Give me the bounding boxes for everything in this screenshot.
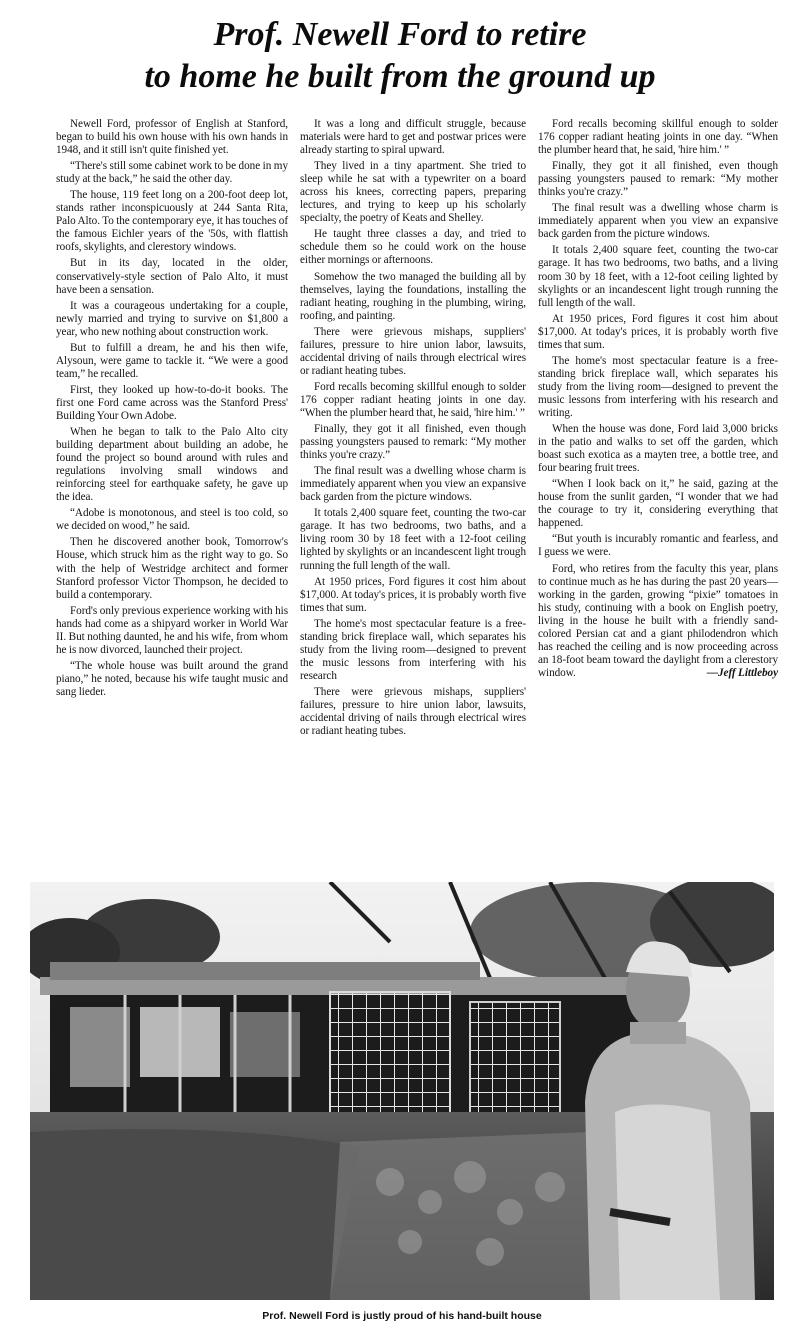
paragraph: There were grievous mishaps, suppliers' failures, pressure to hire union labor, lawsuits, accidental driving of nails through electrical wires or radiant heating tubes. xyxy=(300,685,526,738)
paragraph: There were grievous mishaps, suppliers' failures, pressure to hire union labor, lawsuits, accidental driving of nails through electrical wires or radiant heating tubes. xyxy=(300,325,526,377)
paragraph: The house, 119 feet long on a 200-foot deep lot, stands rather inconspicuously at 244 Santa Rita, Palo Alto. To the contemporary eye, it has touches of the famous Eichler years of the '50s, with flattish roofs, skylights, and clerestory windows. xyxy=(56,189,288,254)
paragraph: It totals 2,400 square feet, counting the two-car garage. It has two bedrooms, two baths, and a living room 30 by 18 feet, with a 12-foot ceiling lighted by skylights or an incandescent light trough running the full length of the wall. xyxy=(538,244,778,309)
article-column-2 xyxy=(300,118,526,741)
paragraph: The home's most spectacular feature is a free-standing brick fireplace wall, which separates his study from the living room—designed to prevent the music lessons from interfering with his research xyxy=(300,617,526,682)
paragraph: “The whole house was built around the grand piano,” he noted, because his wife taught music and sang lieder. xyxy=(56,659,288,698)
paragraph: They lived in a tiny apartment. She tried to sleep while he sat with a typewriter on a board across his knees, correcting papers, preparing lectures, and trying to keep up his scholarly specialty, the poetry of Keats and Shelley. xyxy=(300,160,526,225)
paragraph: At 1950 prices, Ford figures it cost him about $17,000. At today's prices, it is probably worth five times that sum. xyxy=(300,575,526,614)
paragraph: But in its day, located in the older, conservatively-style section of Palo Alto, it must have been a sensation. xyxy=(56,257,288,296)
paragraph: Finally, they got it all finished, even though passing youngsters paused to remark: “My mother thinks you're crazy.” xyxy=(538,160,778,199)
byline: —Jeff Littleboy xyxy=(706,666,778,679)
paragraph: The final result was a dwelling whose charm is immediately apparent when you view an expansive back garden from the picture windows. xyxy=(538,202,778,241)
paragraph: He taught three classes a day, and tried to schedule them so he could work on the house either mornings or afternoons. xyxy=(300,228,526,267)
paragraph xyxy=(538,563,778,680)
paragraph: First, they looked up how-to-do-it books. The first one Ford came across was the Stanford Press' Building Your Own Adobe. xyxy=(56,383,288,422)
paragraph: “There's still some cabinet work to be done in my study at the back,” he said the other day. xyxy=(56,160,288,186)
paragraph: At 1950 prices, Ford figures it cost him about $17,000. At today's prices, it is probably worth five times that sum. xyxy=(538,312,778,351)
house-photo xyxy=(30,882,774,1300)
paragraph: “But youth is incurably romantic and fearless, and I guess we were. xyxy=(538,533,778,559)
paragraph: Newell Ford, professor of English at Stanford, began to build his own house with his own hands in 1948, and it still isn't quite finished yet. xyxy=(56,118,288,157)
paragraph: The home's most spectacular feature is a free-standing brick fireplace wall, which separates his study from the living room—designed to prevent the music lessons from interfering with his research and writing. xyxy=(538,354,778,419)
headline-line-2: to home he built from the ground up xyxy=(144,58,656,95)
paragraph: It was a long and difficult struggle, because materials were hard to get and postwar prices were already starting to spiral upward. xyxy=(300,118,526,157)
paragraph: It was a courageous undertaking for a couple, newly married and trying to survive on $1,800 a year, who new nothing about construction work. xyxy=(56,299,288,338)
paragraph: “Adobe is monotonous, and steel is too cold, so we decided on wood,” he said. xyxy=(56,507,288,533)
walkway xyxy=(30,1129,360,1300)
house-photo-illustration xyxy=(30,882,774,1300)
paragraph: Ford recalls becoming skillful enough to solder 176 copper radiant heating joints in one day. “When the plumber heard that, he said, 'hire him.' ” xyxy=(300,380,526,419)
paragraph: “When I look back on it,” he said, gazing at the house from the sunlit garden, “I wonder that we had the courage to try it, considering everything that happened. xyxy=(538,478,778,530)
paragraph-text: Ford, who retires from the faculty this year, plans to continue much as he has during the past 20 years—working in the garden, growing “pixie” tomatoes in his study, continuing with a book on English poetry, living in the house he built with a friendly sand-colored Persian cat and a giant philodendron which has reached the ceiling and is now proceeding across an 18-foot beam toward the daylight from a clerestory window. xyxy=(538,562,778,679)
article-column-3 xyxy=(538,118,778,683)
photo-caption: Prof. Newell Ford is justly proud of his hand-built house xyxy=(262,1310,542,1322)
garden-bed xyxy=(330,1132,590,1300)
paragraph: Then he discovered another book, Tomorrow's House, which struck him as the right way to go. So with the help of Westridge architect and former Stanford professor Victor Thompson, he decided to build a contemporary. xyxy=(56,536,288,601)
paragraph: The final result was a dwelling whose charm is immediately apparent when you view an expansive back garden from the picture windows. xyxy=(300,465,526,504)
paragraph: Somehow the two managed the building all by themselves, laying the foundations, installing the radiant heating, roughing in the plumbing, wiring, roofing, and painting. xyxy=(300,270,526,322)
paragraph: Ford recalls becoming skillful enough to solder 176 copper radiant heating joints in one day. “When the plumber heard that, he said, 'hire him.' ” xyxy=(538,118,778,157)
headline xyxy=(20,14,780,98)
article-column-1 xyxy=(56,118,288,702)
paragraph: When he began to talk to the Palo Alto city building department about building an adobe, he found the project so bound around with rules and regulations involving small windows and reinforcing steel for earthquake safety, he gave up the idea. xyxy=(56,426,288,504)
paragraph: But to fulfill a dream, he and his then wife, Alysoun, were game to tackle it. “We were a good team,” he recalled. xyxy=(56,341,288,380)
paragraph: When the house was done, Ford laid 3,000 bricks in the patio and walks to set off the garden, which boast such exotica as a mayten tree, a bottle tree, and four bearing fruit trees. xyxy=(538,423,778,475)
paragraph: Finally, they got it all finished, even though passing youngsters paused to remark: “My mother thinks you're crazy.” xyxy=(300,423,526,462)
paragraph: Ford's only previous experience working with his hands had come as a shipyard worker in World War II. But nothing daunted, he and his wife, from whom he is now divorced, launched their project. xyxy=(56,604,288,656)
paragraph: It totals 2,400 square feet, counting the two-car garage. It has two bedrooms, two baths, and a living room 30 by 18 feet with a 12-foot ceiling lighted by skylights or an incandescent light trough running the full length of the wall. xyxy=(300,507,526,572)
headline-line-1: Prof. Newell Ford to retire xyxy=(213,16,587,53)
